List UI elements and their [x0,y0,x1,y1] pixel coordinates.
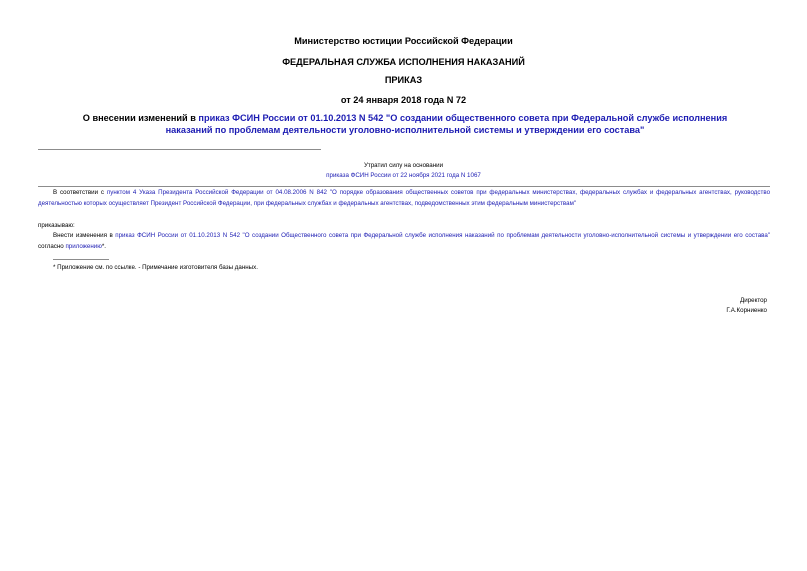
doc-date-number: от 24 января 2018 года N 72 [340,95,467,105]
signatory-name: Г.А.Корниенко [726,307,767,314]
lost-force-basis-link[interactable]: приказа ФСИН России от 22 ноября 2021 года N 1067 [326,172,481,179]
ministry-heading: Министерство юстиции Российской Федерации [294,36,513,46]
clause-text-3: *. [101,242,106,250]
title-divider [38,149,321,150]
clause-text-2: согласно [38,242,66,250]
order-word: приказываю: [38,222,75,229]
document-title [60,112,750,136]
preamble-text: В соответствии с [53,189,107,196]
lost-force-basis [0,172,807,180]
footnote-divider [53,259,109,260]
footnote: * Приложение см. по ссылке. - Примечание изготовителя базы данных. [53,264,258,271]
amended-order-link[interactable]: приказ ФСИН России от 01.10.2013 N 542 "О создании Общественного совета при Федеральной службе исполнения наказаний по проблемам деятельности уголовно-исполнительной системы и утверждении его состава" [115,232,770,239]
service-heading: ФЕДЕРАЛЬНАЯ СЛУЖБА ИСПОЛНЕНИЯ НАКАЗАНИЙ [282,57,525,67]
title-order-link[interactable]: приказ ФСИН России от 01.10.2013 N 542 "О создании общественного совета при Федеральной службе исполнения наказаний по проблемам деятельности уголовно-исполнительной системы и утверждении его состава" [165,113,728,135]
title-prefix: О внесении изменений в [82,113,199,123]
clause-paragraph [38,231,770,252]
preamble-paragraph [38,188,770,209]
appendix-link[interactable]: приложению [65,242,102,250]
status-divider [38,186,770,187]
doc-type-heading: ПРИКАЗ [384,75,423,85]
clause-text-1: Внести изменения в [53,232,116,239]
decree-link[interactable]: пунктом 4 Указа Президента Российской Федерации от 04.08.2006 N 842 "О порядке образования общественных советов при федеральных министерствах, федеральных службах и федеральных агентствах, руководство деятельностью которых осуществляет Президент Российской Федерации, при федеральных службах и федеральных агентствах, подведомственных этим федеральным министерствам" [38,189,771,207]
lost-force-note: Утратил силу на основании [363,162,444,169]
signatory-position: Директор [740,297,767,304]
